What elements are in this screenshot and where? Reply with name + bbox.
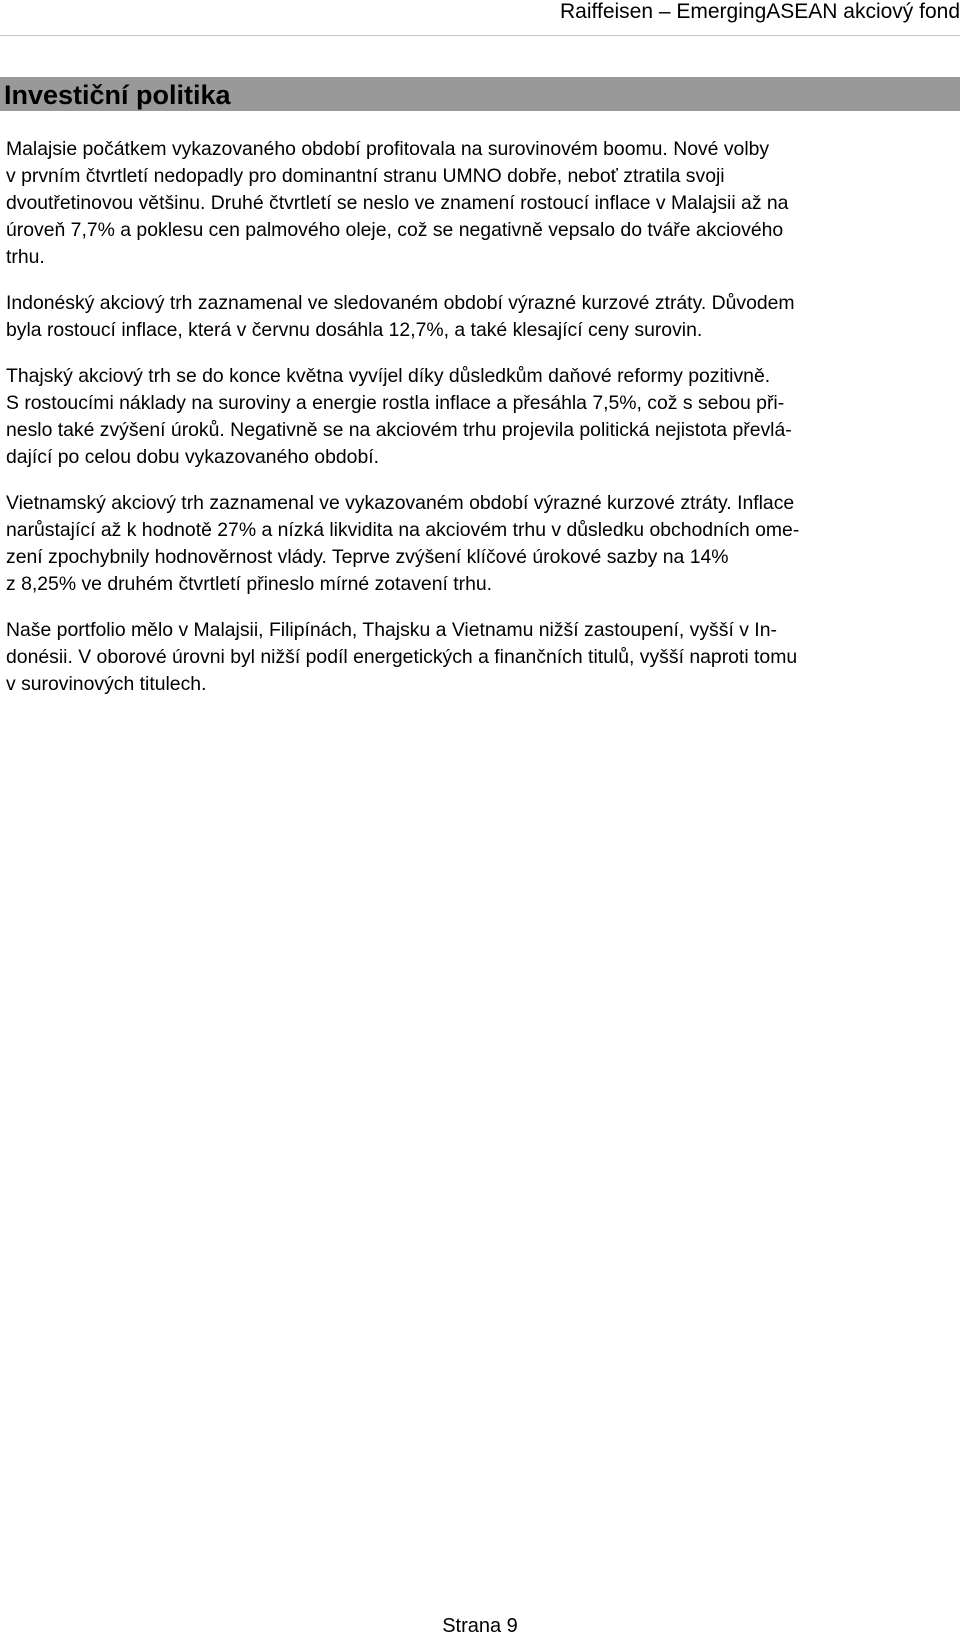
paragraph-malaysia: [6, 136, 930, 271]
paragraph-line: dající po celou dobu vykazovaného období.: [6, 446, 380, 468]
paragraph-line: Indonéský akciový trh zaznamenal ve sledovaném období výrazné kurzové ztráty. Důvodem: [6, 292, 795, 314]
paragraph-line: donésii. V oborové úrovni byl nižší podíl energetických a finančních titulů, vyšší naproti tomu: [6, 646, 798, 668]
paragraph-line: trhu.: [6, 246, 45, 268]
paragraph-line: byla rostoucí inflace, která v červnu dosáhla 12,7%, a také klesající ceny surovin.: [6, 319, 703, 341]
paragraph-portfolio: [6, 617, 930, 698]
paragraph-line: z 8,25% ve druhém čtvrtletí přineslo mírné zotavení trhu.: [6, 573, 493, 595]
section-heading: Investiční politika: [0, 77, 960, 111]
page-number: Strana 9: [442, 1615, 518, 1637]
paragraph-line: úroveň 7,7% a poklesu cen palmového oleje, což se negativně vepsalo do tváře akciového: [6, 219, 784, 241]
paragraph-line: Thajský akciový trh se do konce května vyvíjel díky důsledkům daňové reformy pozitivně.: [6, 365, 771, 387]
paragraph-line: Naše portfolio mělo v Malajsii, Filipínách, Thajsku a Vietnamu nižší zastoupení, vyšší v In-: [6, 619, 777, 641]
paragraph-thailand: [6, 363, 930, 471]
paragraph-line: Malajsie počátkem vykazovaného období profitovala na surovinovém boomu. Nové volby: [6, 138, 770, 160]
paragraph-line: narůstající až k hodnotě 27% a nízká likvidita na akciovém trhu v důsledku obchodních ome-: [6, 519, 800, 541]
paragraph-line: neslo také zvýšení úroků. Negativně se na akciovém trhu projevila politická nejistota převlá-: [6, 419, 792, 441]
paragraph-line: Vietnamský akciový trh zaznamenal ve vykazovaném období výrazné kurzové ztráty. Inflace: [6, 492, 795, 514]
paragraph-line: v surovinových titulech.: [6, 673, 207, 695]
paragraph-indonesia: [6, 290, 930, 344]
header-rule: [0, 35, 960, 36]
paragraph-line: S rostoucími náklady na suroviny a energie rostla inflace a přesáhla 7,5%, což s sebou při-: [6, 392, 785, 414]
document-body: [6, 136, 930, 717]
paragraph-line: dvoutřetinovou většinu. Druhé čtvrtletí se neslo ve znamení rostoucí inflace v Malajsii až na: [6, 192, 789, 214]
paragraph-line: zení zpochybnily hodnověrnost vlády. Teprve zvýšení klíčové úrokové sazby na 14%: [6, 546, 729, 568]
paragraph-line: v prvním čtvrtletí nedopadly pro dominantní stranu UMNO dobře, neboť ztratila svoji: [6, 165, 725, 187]
paragraph-vietnam: [6, 490, 930, 598]
running-header: Raiffeisen – EmergingASEAN akciový fond: [560, 0, 960, 23]
